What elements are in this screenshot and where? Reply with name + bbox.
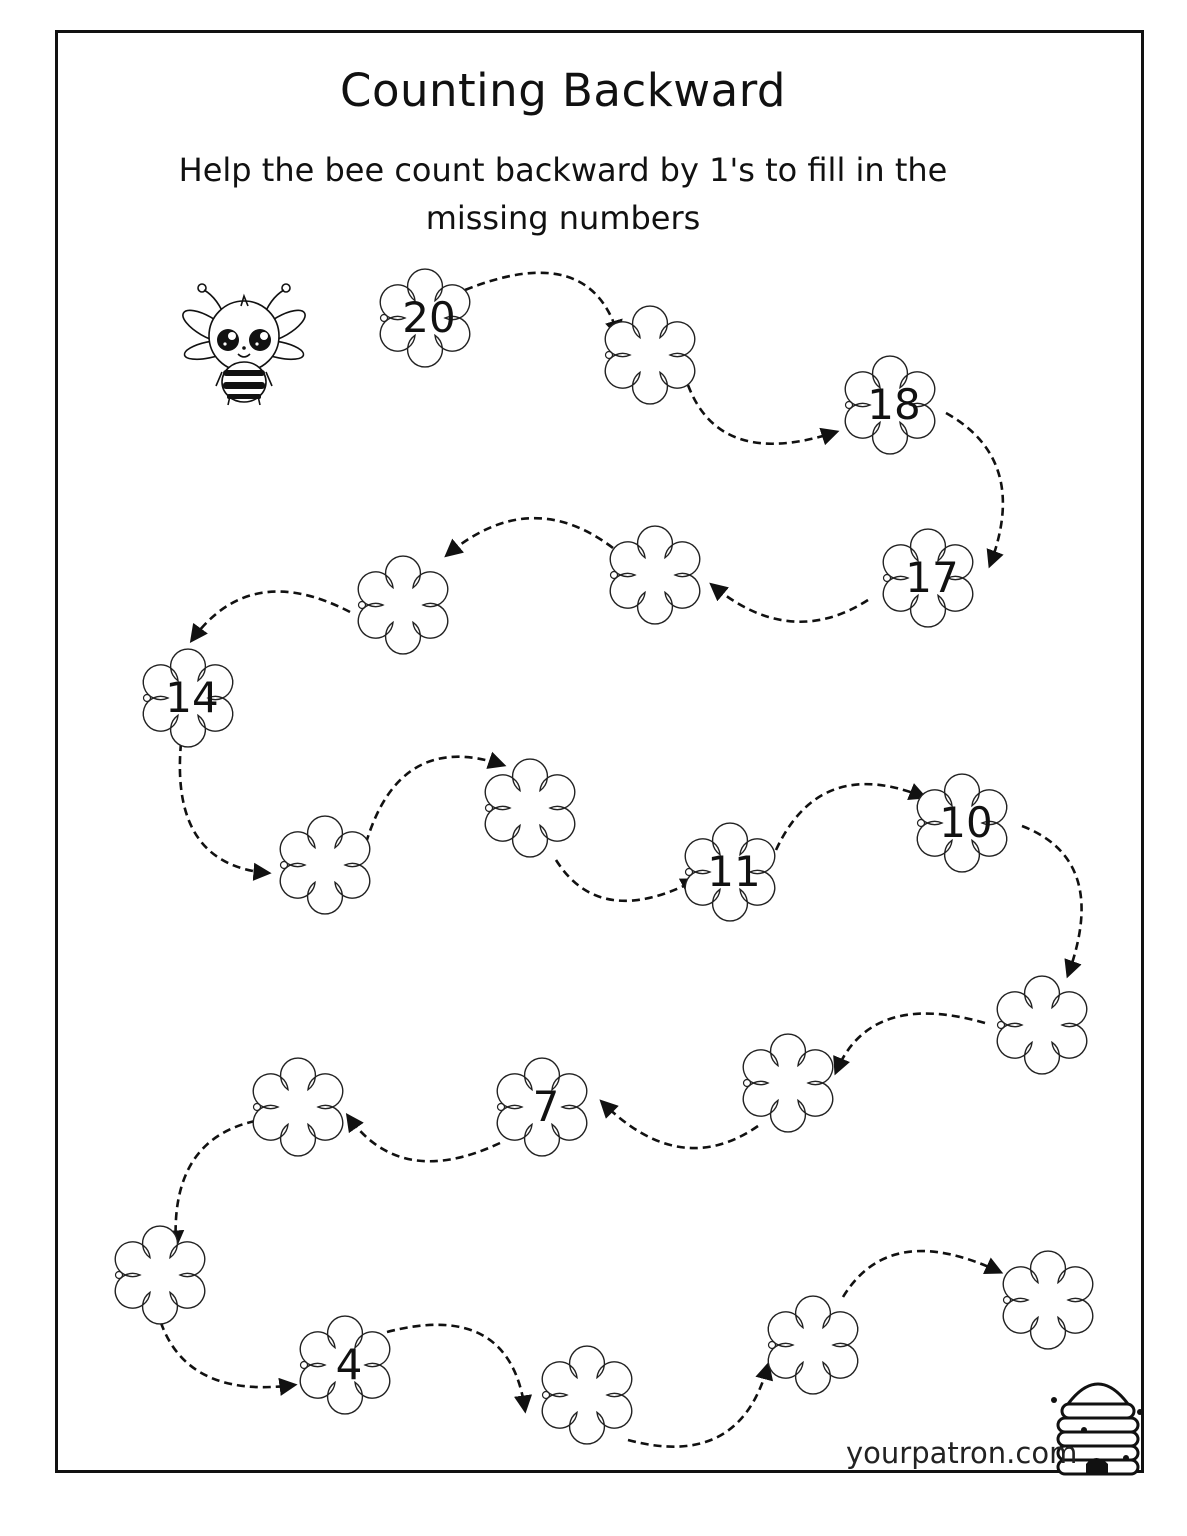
flower-number (835, 355, 945, 455)
flower-blank-answer[interactable] (105, 1225, 215, 1325)
flower-blank-answer[interactable] (270, 815, 380, 915)
flower-value (608, 525, 710, 625)
flower-value (1001, 1250, 1103, 1350)
flower-value: 17 (905, 553, 959, 602)
flower-number (873, 528, 983, 628)
flower-value: 7 (532, 1082, 560, 1131)
flower-value: 18 (867, 380, 921, 429)
flower-blank-answer[interactable] (733, 1033, 843, 1133)
flower-blank-answer[interactable] (987, 975, 1097, 1075)
flower-blank-answer[interactable] (600, 525, 710, 625)
flower-number (907, 773, 1017, 873)
flower-blank-answer[interactable] (348, 555, 458, 655)
flower-blank-answer[interactable] (993, 1250, 1103, 1350)
flower-number (370, 268, 480, 368)
flower-number (133, 648, 243, 748)
flower-blank-answer[interactable] (595, 305, 705, 405)
flower-value: 11 (707, 847, 761, 896)
worksheet-instructions: Help the bee count backward by 1's to fill in the missing numbers (178, 151, 948, 237)
flower-value (540, 1345, 642, 1445)
flower-value (995, 975, 1097, 1075)
flower-number (675, 822, 785, 922)
flower-value: 4 (335, 1340, 363, 1389)
flower-value (483, 758, 585, 858)
flower-blank-answer[interactable] (758, 1295, 868, 1395)
flower-number (290, 1315, 400, 1415)
flower-value: 20 (402, 293, 456, 342)
flower-value: 14 (165, 673, 219, 722)
flower-value (278, 815, 380, 915)
flower-blank-answer[interactable] (243, 1057, 353, 1157)
flower-value (251, 1057, 353, 1157)
footer-website: yourpatron.com (846, 1436, 1078, 1470)
flower-value (766, 1295, 868, 1395)
flower-value (603, 305, 705, 405)
worksheet-title: Counting Backward (340, 64, 786, 117)
flower-blank-answer[interactable] (532, 1345, 642, 1445)
flower-value (741, 1033, 843, 1133)
flower-value: 10 (939, 798, 993, 847)
flower-number (487, 1057, 597, 1157)
flower-value (113, 1225, 215, 1325)
flower-value (356, 555, 458, 655)
flower-blank-answer[interactable] (475, 758, 585, 858)
